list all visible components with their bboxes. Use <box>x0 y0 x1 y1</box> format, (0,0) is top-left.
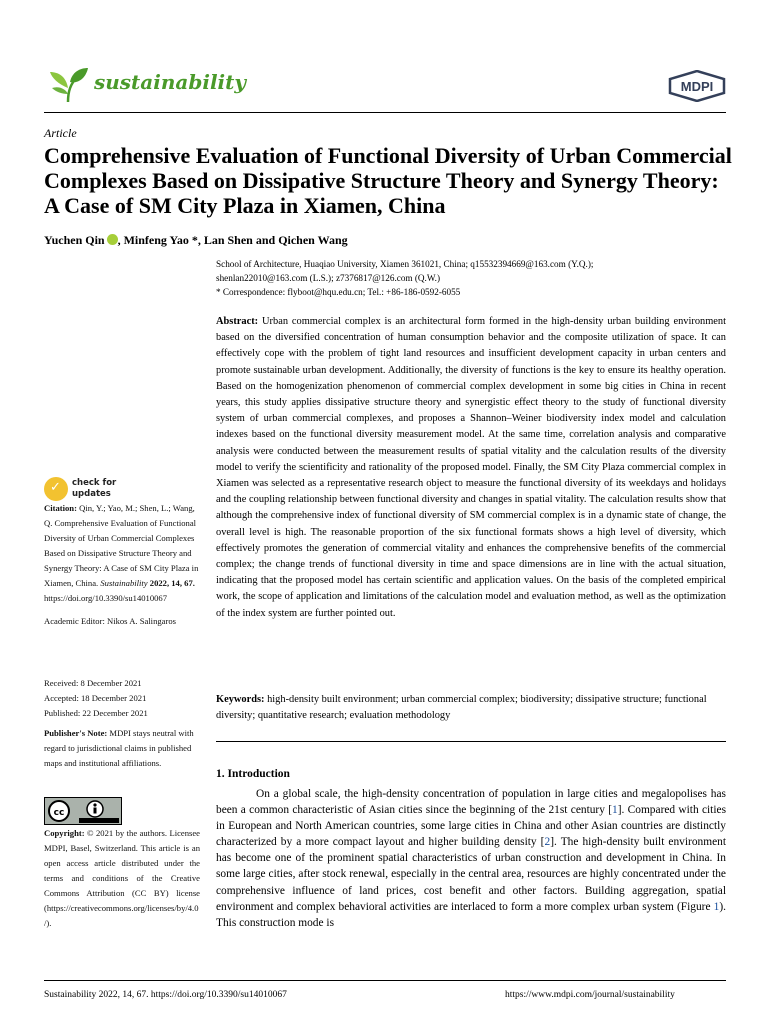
figure-link[interactable]: 1 <box>713 900 720 913</box>
citation-text: Qin, Y.; Yao, M.; Shen, L.; Wang, Q. Comprehensive Evaluation of Functional Diversity of Urban Commercial Complexes Based on Dissipative Structure Theory and Synergy Theory: A Case of SM City Plaza in Xiamen, China. <box>44 503 199 588</box>
dates-block <box>44 676 200 721</box>
section-heading: 1. Introduction <box>216 768 290 780</box>
publisher-note-text: MDPI stays neutral with regard to jurisdictional claims in published maps and institutional affiliations. <box>44 728 194 768</box>
correspondence: * Correspondence: flyboot@hqu.edu.cn; Tel.: +86-186-0592-6055 <box>216 287 461 297</box>
footer-citation: Sustainability 2022, 14, 67. https://doi.org/10.3390/su14010067 <box>44 990 287 1000</box>
reference-link[interactable]: 2 <box>544 836 551 849</box>
citation-label: Citation: <box>44 503 77 513</box>
svg-text:MDPI: MDPI <box>680 79 714 94</box>
keywords <box>216 692 726 724</box>
academic-editor: Academic Editor: Nikos A. Salingaros <box>44 616 176 626</box>
svg-text:cc: cc <box>53 808 65 818</box>
received-date: Received: 8 December 2021 <box>44 678 142 688</box>
affiliation <box>216 257 726 299</box>
publisher-note-label: Publisher's Note: <box>44 728 108 738</box>
keywords-text: high-density built environment; urban commercial complex; biodiversity; dissipative structure; functional diversity; quantitative research; evaluation methodology <box>216 694 707 722</box>
abstract-label: Abstract: <box>216 316 259 327</box>
affiliation-line: School of Architecture, Huaqiao University, Xiamen 361021, China; q15532394669@163.com (Y.Q.); <box>216 259 594 269</box>
journal-name: sustainability <box>94 70 246 94</box>
article-type: Article <box>44 126 77 140</box>
keywords-label: Keywords: <box>216 694 265 705</box>
published-date: Published: 22 December 2021 <box>44 708 148 718</box>
mdpi-logo-icon <box>668 70 726 102</box>
citation-block <box>44 501 200 606</box>
citation-volume: 2022, 14, 67. <box>149 578 195 588</box>
accepted-date: Accepted: 18 December 2021 <box>44 693 147 703</box>
citation-journal: Sustainability <box>100 578 148 588</box>
footer-divider <box>44 980 726 981</box>
section-divider <box>216 741 726 742</box>
first-author: Yuchen Qin <box>44 233 105 247</box>
intro-paragraph: On a global scale, the high-density concentration of population in large cities and megalopolises has been a common characteristic of Asian cities since the beginning of the 21st century [1]. Compared with cities in European and North American countries, some large cities in China and other Asian countries are distinctly characterized by a more compact layout and higher building density [2]. The high-density built environment has become one of the prominent spatial characteristics of urban construction and development in China. In some large cities, after stock renewal, especially in the central area, resources are highly concentrated under the comprehensive influence of land prices, cost benefit and other factors. Building aggregation, spatial environment and complex behavioral activities are interlaced to form a more complex urban system (Figure 1). This construction mode is <box>216 788 726 929</box>
publisher-note <box>44 726 200 771</box>
affiliation-line: shenlan22010@163.com (L.S.); z7376817@126.com (Q.W.) <box>216 273 441 283</box>
check-for-updates-label[interactable]: check for updates <box>72 478 117 499</box>
paper-title: Comprehensive Evaluation of Functional Diversity of Urban Commercial Complexes Based on Dissipative Structure Theory and Synergy Theory: A Case of SM City Plaza in Xiamen, China <box>44 143 732 218</box>
copyright-text: © 2021 by the authors. Licensee MDPI, Basel, Switzerland. This article is an open access article distributed under the terms and conditions of the Creative Commons Attribution (CC BY) license (https://creativecommons.org/licenses/by/4.0/). <box>44 828 200 928</box>
cc-by-license-icon[interactable] <box>44 797 122 825</box>
abstract <box>216 314 726 622</box>
reference-link[interactable]: 1 <box>612 804 618 817</box>
copyright-label: Copyright: <box>44 828 85 838</box>
author-list <box>44 233 348 248</box>
footer-journal-url[interactable]: https://www.mdpi.com/journal/sustainability <box>505 990 675 1000</box>
checkmark-icon: ✓ <box>50 480 61 495</box>
copyright-block <box>44 826 200 931</box>
sustainability-logo-icon <box>48 66 90 104</box>
other-authors: , Minfeng Yao *, Lan Shen and Qichen Wang <box>117 233 348 247</box>
orcid-icon[interactable] <box>107 234 118 245</box>
citation-doi-link[interactable]: https://doi.org/10.3390/su14010067 <box>44 593 168 603</box>
header-divider <box>44 112 726 113</box>
abstract-text: Urban commercial complex is an architectural form formed in the high-density urban building environment based on the diversified concentration of human consumption behavior and the composite utilization of space. It can effectively cope with the problem of tight land resources and insufficient development capacity in urban centers and promote sustainable urban development. Additionally, the diversity of functions is the key to ensure its healthy operation. Based on the homogenization phenomenon of commercial complex development in some big cities in China in recent years, this study applies dissipative structure theory and synergistic effect theory to the study of functional diversity system of urban commercial complexes, and proposes a Shannon–Weiner biodiversity index model and calculation indexes based on the functional diversity measurement model. At the same time, correlation analysis and comparative analysis were conducted between the measurement results of spatial vitality and the calculation results of the diversity model to verify the scientificity and rationality of the proposed model. Finally, the SM City Plaza commercial complex in Xiamen was selected as a representative research object to measure the functional diversity of its weekdays and holidays and the coupling relationship between functional diversity and changes in spatial vitality. The calculation results show that although the comprehensive index of functional diversity of SM commercial complex is in a dynamic state of change, the overall level is high. The reasonable proportion of the six functional formats shows a high level of diversity, which effectively promotes the generation of commercial vitality and enhances the comprehensive benefits of the commercial complex; the change trends of functional diversity in time and space dimensions are in line with the actual situation, indicating that the proposed model has certain scientific and application values. On the basis of the completed empirical work, the scope of application and limitations of the calculation model and evaluation method, as well as the optimization of the index system are further pointed out. <box>216 316 726 619</box>
